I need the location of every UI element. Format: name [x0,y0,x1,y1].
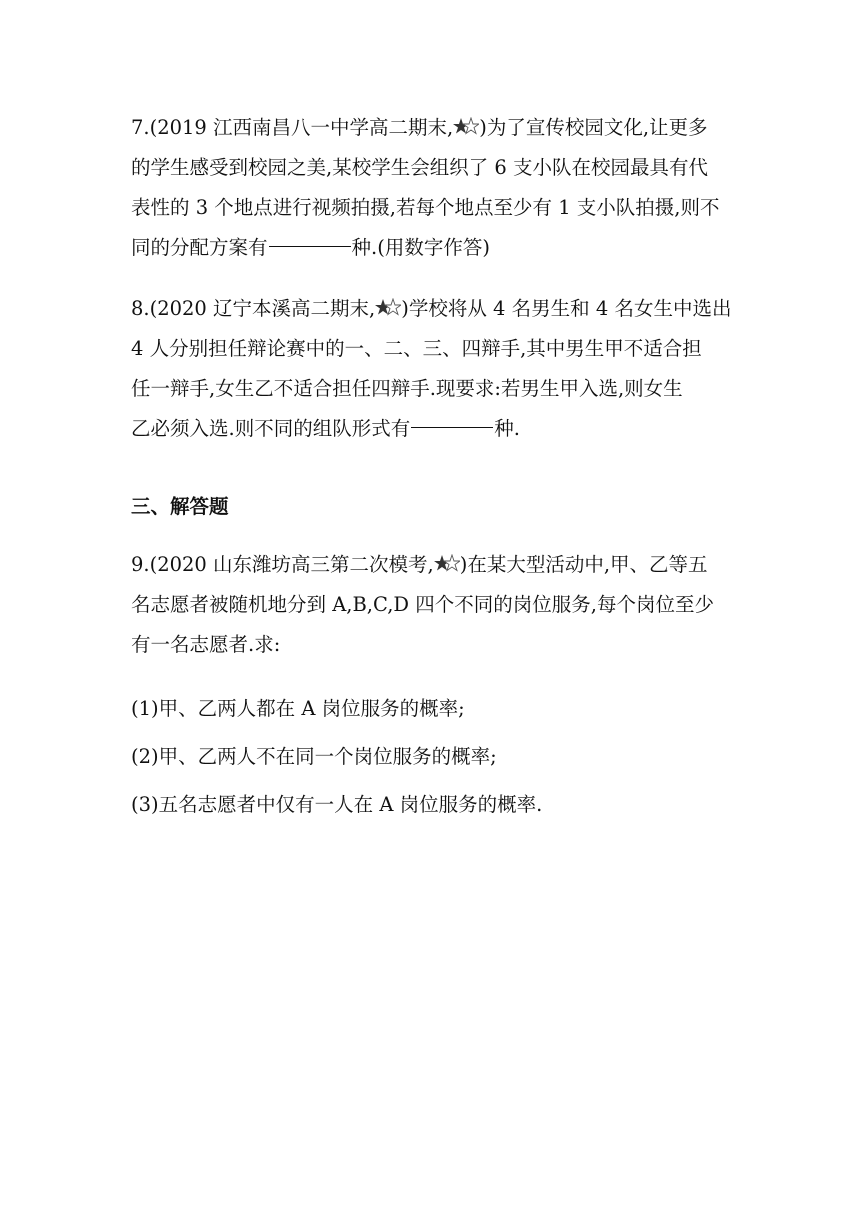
section-heading: 三、解答题 [131,495,229,518]
question-8-line-1 [131,289,741,329]
question-9-text-start: )在某大型活动中,甲、乙等五 [459,553,708,576]
question-8-line-2: 4 人分别担任辩论赛中的一、二、三、四辩手,其中男生甲不适合担 [131,337,702,360]
answer-blank [269,245,351,247]
question-8-source: 8.(2020 辽宁本溪高二期末, [131,297,376,320]
answer-blank [411,426,493,428]
question-8-line-3: 任一辩手,女生乙不适合担任四辩手.现要求:若男生甲入选,则女生 [131,377,683,400]
question-8-line-4 [131,409,741,449]
question-9 [131,545,741,665]
question-8 [131,289,741,449]
question-8-line-4-text: 乙必须入选.则不同的组队形式有 [131,417,411,440]
question-8-text-start: )学校将从 4 名男生和 4 名女生中选出 [401,297,732,320]
question-8-line-4-end: 种. [494,417,520,440]
question-9-line-2: 名志愿者被随机地分到 A,B,C,D 四个不同的岗位服务,每个岗位至少 [131,593,714,616]
question-7-text-start: )为了宣传校园文化,让更多 [479,116,708,139]
question-9-line-1 [131,545,741,585]
question-7-line-4-text: 同的分配方案有 [131,236,268,259]
question-7-line-4-end: 种.(用数字作答) [351,236,490,259]
question-9-part-1: (1)甲、乙两人都在 A 岗位服务的概率; [131,697,465,720]
difficulty-stars-icon [434,546,460,564]
question-7-line-4 [131,228,741,268]
question-7 [131,108,741,268]
difficulty-stars-icon [375,290,401,308]
question-9-part-3: (3)五名志愿者中仅有一人在 A 岗位服务的概率. [131,793,543,816]
question-7-source: 7.(2019 江西南昌八一中学高二期末, [131,116,454,139]
question-7-line-1 [131,108,741,148]
question-9-source: 9.(2020 山东潍坊高三第二次模考, [131,553,434,576]
question-9-line-3: 有一名志愿者.求: [131,633,281,656]
difficulty-stars-icon [453,109,479,127]
question-7-line-3: 表性的 3 个地点进行视频拍摄,若每个地点至少有 1 支小队拍摄,则不 [131,196,720,219]
question-9-part-2: (2)甲、乙两人不在同一个岗位服务的概率; [131,745,497,768]
question-7-line-2: 的学生感受到校园之美,某校学生会组织了 6 支小队在校园最具有代 [131,156,709,179]
